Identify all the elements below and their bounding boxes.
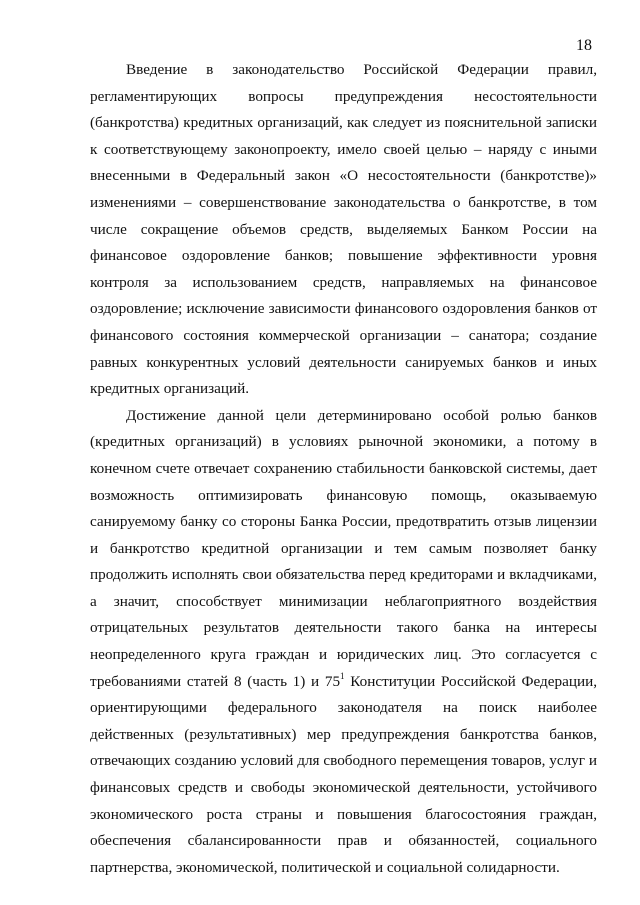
- page-number: 18: [576, 37, 592, 54]
- article-superscript: 1: [340, 670, 345, 681]
- body-text: [90, 57, 597, 881]
- paragraph-2-text-before: Достижение данной цели детерминировано особой ролью банков (кредитных организаций) в условиях рыночной экономики, а потому в конечном счете отвечает сохранению стабильности банковской системы, дает возможность оптимизировать финансовую помощь, оказываемую санируемому банку со стороны Банка России, предотвратить отзыв лицензии и банкротство кредитной организации и тем самым позволяет банку продолжить исполнять свои обязательства перед кредиторами и вкладчиками, а значит, способствует минимизации неблагоприятного воздействия отрицательных результатов деятельности такого банка на интересы неопределенного круга граждан и юридических лиц. Это согласуется с требованиями статей 8 (часть 1) и 75: [90, 406, 597, 690]
- paragraph-2: [90, 403, 597, 882]
- paragraph-2-text-after: Конституции Российской Федерации, ориентирующими федерального законодателя на поиск наиболее действенных (результативных) мер предупреждения банкротства банков, отвечающих созданию условий для свободного перемещения товаров, услуг и финансовых средств и свободы экономической деятельности, устойчивого экономического роста страны и повышения благосостояния граждан, обеспечения сбалансированности прав и обязанностей, социального партнерства, экономической, политической и социальной солидарности.: [90, 672, 598, 876]
- paragraph-1-text: Введение в законодательство Российской Федерации правил, регламентирующих вопросы предупреждения несостоятельности (банкротства) кредитных организаций, как следует из пояснительной записки к соответствующему законопроекту, имело своей целью – наряду с иными внесенными в Федеральный закон «О несостоятельности (банкротстве)» изменениями – совершенствование законодательства о банкротстве, в том числе сокращение объемов средств, выделяемых Банком России на финансовое оздоровление банков; повышение эффективности уровня контроля за использованием средств, направляемых на финансовое оздоровление; исключение зависимости финансового оздоровления банков от финансового состояния коммерческой организации – санатора; создание равных конкурентных условий деятельности санируемых банков и иных кредитных организаций.: [90, 61, 597, 398]
- paragraph-1: [90, 57, 597, 403]
